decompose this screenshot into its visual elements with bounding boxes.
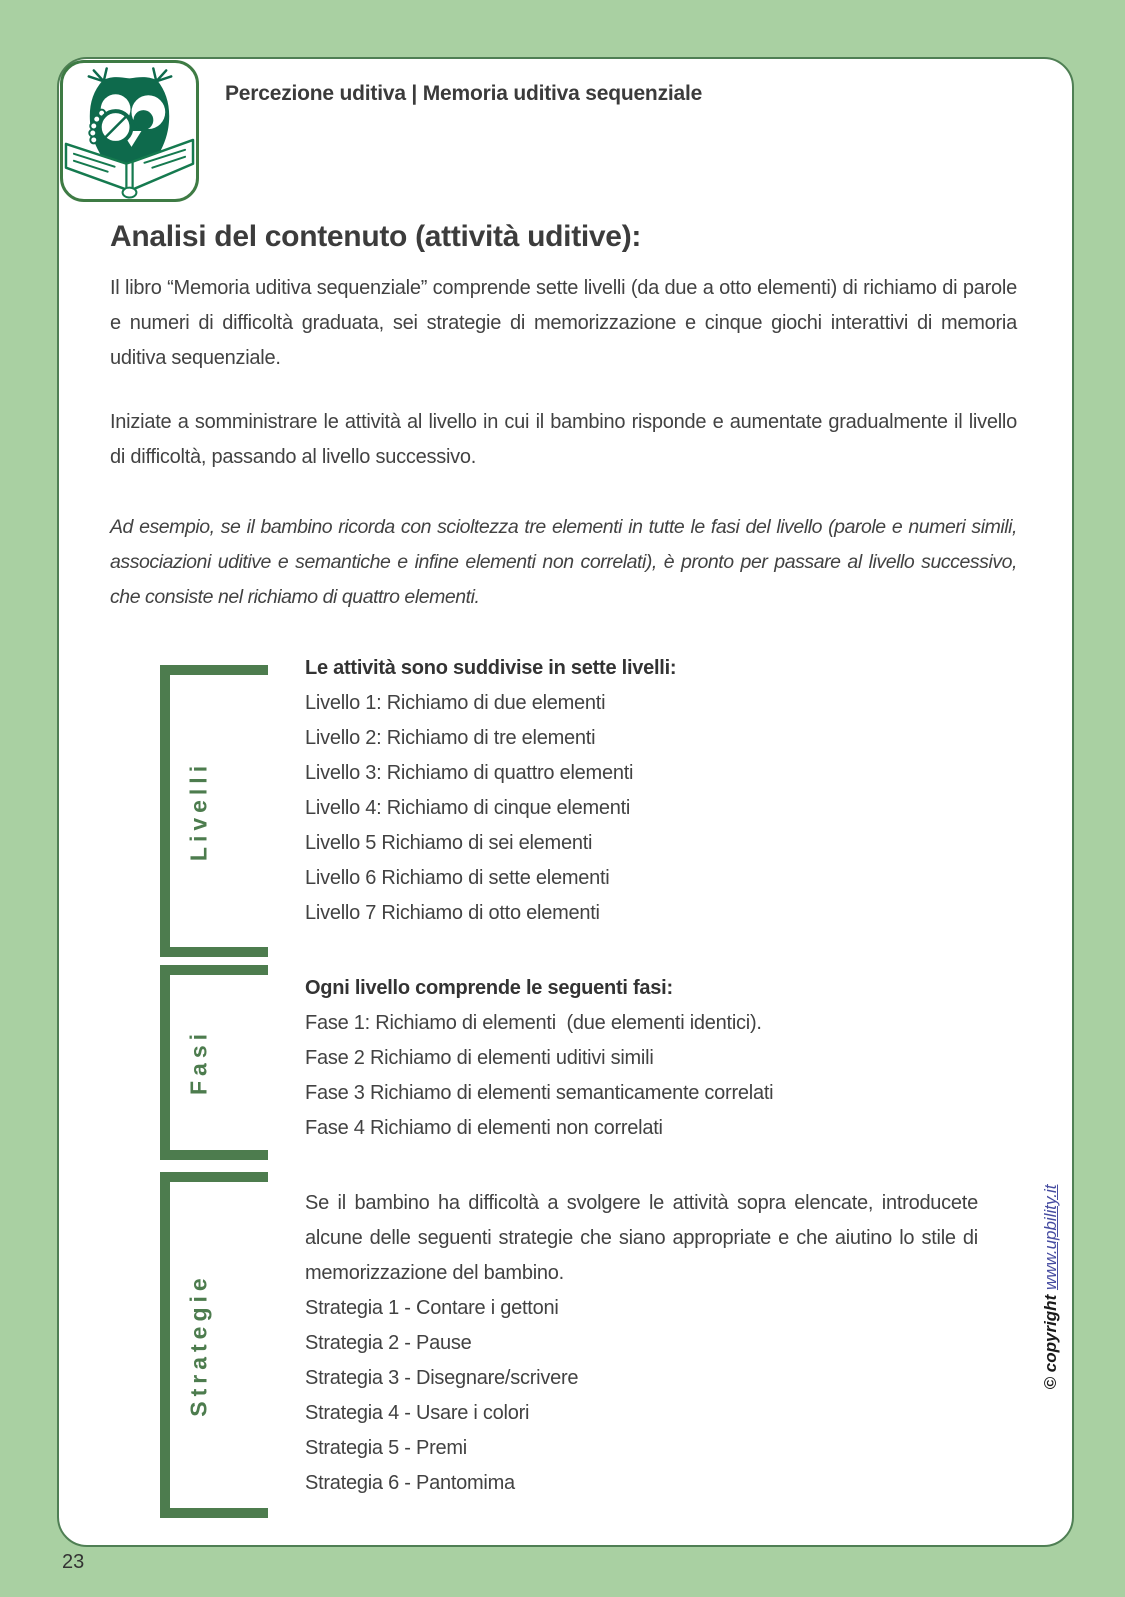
livelli-bracket	[160, 665, 268, 957]
list-item: Strategia 2 - Pause	[305, 1332, 472, 1354]
owl-reading-book-icon	[63, 63, 196, 199]
strategie-label: Strategie	[185, 1273, 212, 1417]
list-item: Fase 2 Richiamo di elementi uditivi simili	[305, 1047, 654, 1069]
list-item: Strategia 1 - Contare i gettoni	[305, 1297, 559, 1319]
header-title: Percezione uditiva | Memoria uditiva sequenziale	[225, 82, 703, 105]
copyright-sidebar	[1041, 1177, 1065, 1397]
livelli-list-heading: Le attività sono suddivise in sette livelli:	[305, 657, 677, 679]
list-item: Livello 6 Richiamo di sette elementi	[305, 867, 610, 889]
list-item: Fase 3 Richiamo di elementi semanticamente correlati	[305, 1082, 774, 1104]
fasi-list-heading: Ogni livello comprende le seguenti fasi:	[305, 977, 673, 999]
list-item: Fase 1: Richiamo di elementi (due elementi identici).	[305, 1012, 762, 1034]
list-item: Strategia 3 - Disegnare/scrivere	[305, 1367, 579, 1389]
page-title: Analisi del contenuto (attività uditive):	[110, 220, 642, 253]
fasi-list	[305, 971, 773, 1146]
strategie-bracket	[160, 1172, 268, 1518]
intro-paragraph-2: Iniziate a somministrare le attività al livello in cui il bambino risponde e aumentate gradualmente il livello di difficoltà, passando al livello successivo.	[110, 411, 1017, 468]
livelli-list	[305, 651, 676, 931]
copyright-text: © copyright	[1041, 1290, 1060, 1390]
list-item: Fase 4 Richiamo di elementi non correlati	[305, 1117, 663, 1139]
list-item: Strategia 4 - Usare i colori	[305, 1402, 530, 1424]
list-item: Livello 3: Richiamo di quattro elementi	[305, 762, 634, 784]
strategie-list	[305, 1291, 578, 1501]
fasi-label: Fasi	[185, 1028, 212, 1096]
page-number: 23	[62, 1551, 85, 1573]
list-item: Livello 7 Richiamo di otto elementi	[305, 902, 600, 924]
copyright-link[interactable]: www.upbility.it	[1041, 1184, 1060, 1291]
publisher-logo	[60, 60, 199, 202]
list-item: Livello 1: Richiamo di due elementi	[305, 692, 606, 714]
intro-paragraph-1: Il libro “Memoria uditiva sequenziale” comprende sette livelli (da due a otto elementi) di richiamo di parole e numeri di difficoltà graduata, sei strategie di memorizzazione e cinque giochi interattivi di memoria uditiva sequenziale.	[110, 277, 1017, 369]
list-item: Strategia 5 - Premi	[305, 1437, 467, 1459]
list-item: Livello 2: Richiamo di tre elementi	[305, 727, 596, 749]
intro-paragraph-3: Ad esempio, se il bambino ricorda con scioltezza tre elementi in tutte le fasi del livello (parole e numeri simili, associazioni uditive e semantiche e infine elementi non correlati), è pronto per passare al livello successivo, che consiste nel richiamo di quattro elementi.	[110, 516, 1017, 608]
list-item: Strategia 6 - Pantomima	[305, 1472, 515, 1494]
livelli-label: Livelli	[185, 760, 212, 862]
strategie-intro-paragraph: Se il bambino ha difficoltà a svolgere le attività sopra elencate, introducete alcune delle seguenti strategie che siano appropriate e che aiutino lo stile di memorizzazione del bambino.	[305, 1192, 978, 1284]
fasi-bracket	[160, 965, 268, 1160]
list-item: Livello 4: Richiamo di cinque elementi	[305, 797, 631, 819]
list-item: Livello 5 Richiamo di sei elementi	[305, 832, 593, 854]
